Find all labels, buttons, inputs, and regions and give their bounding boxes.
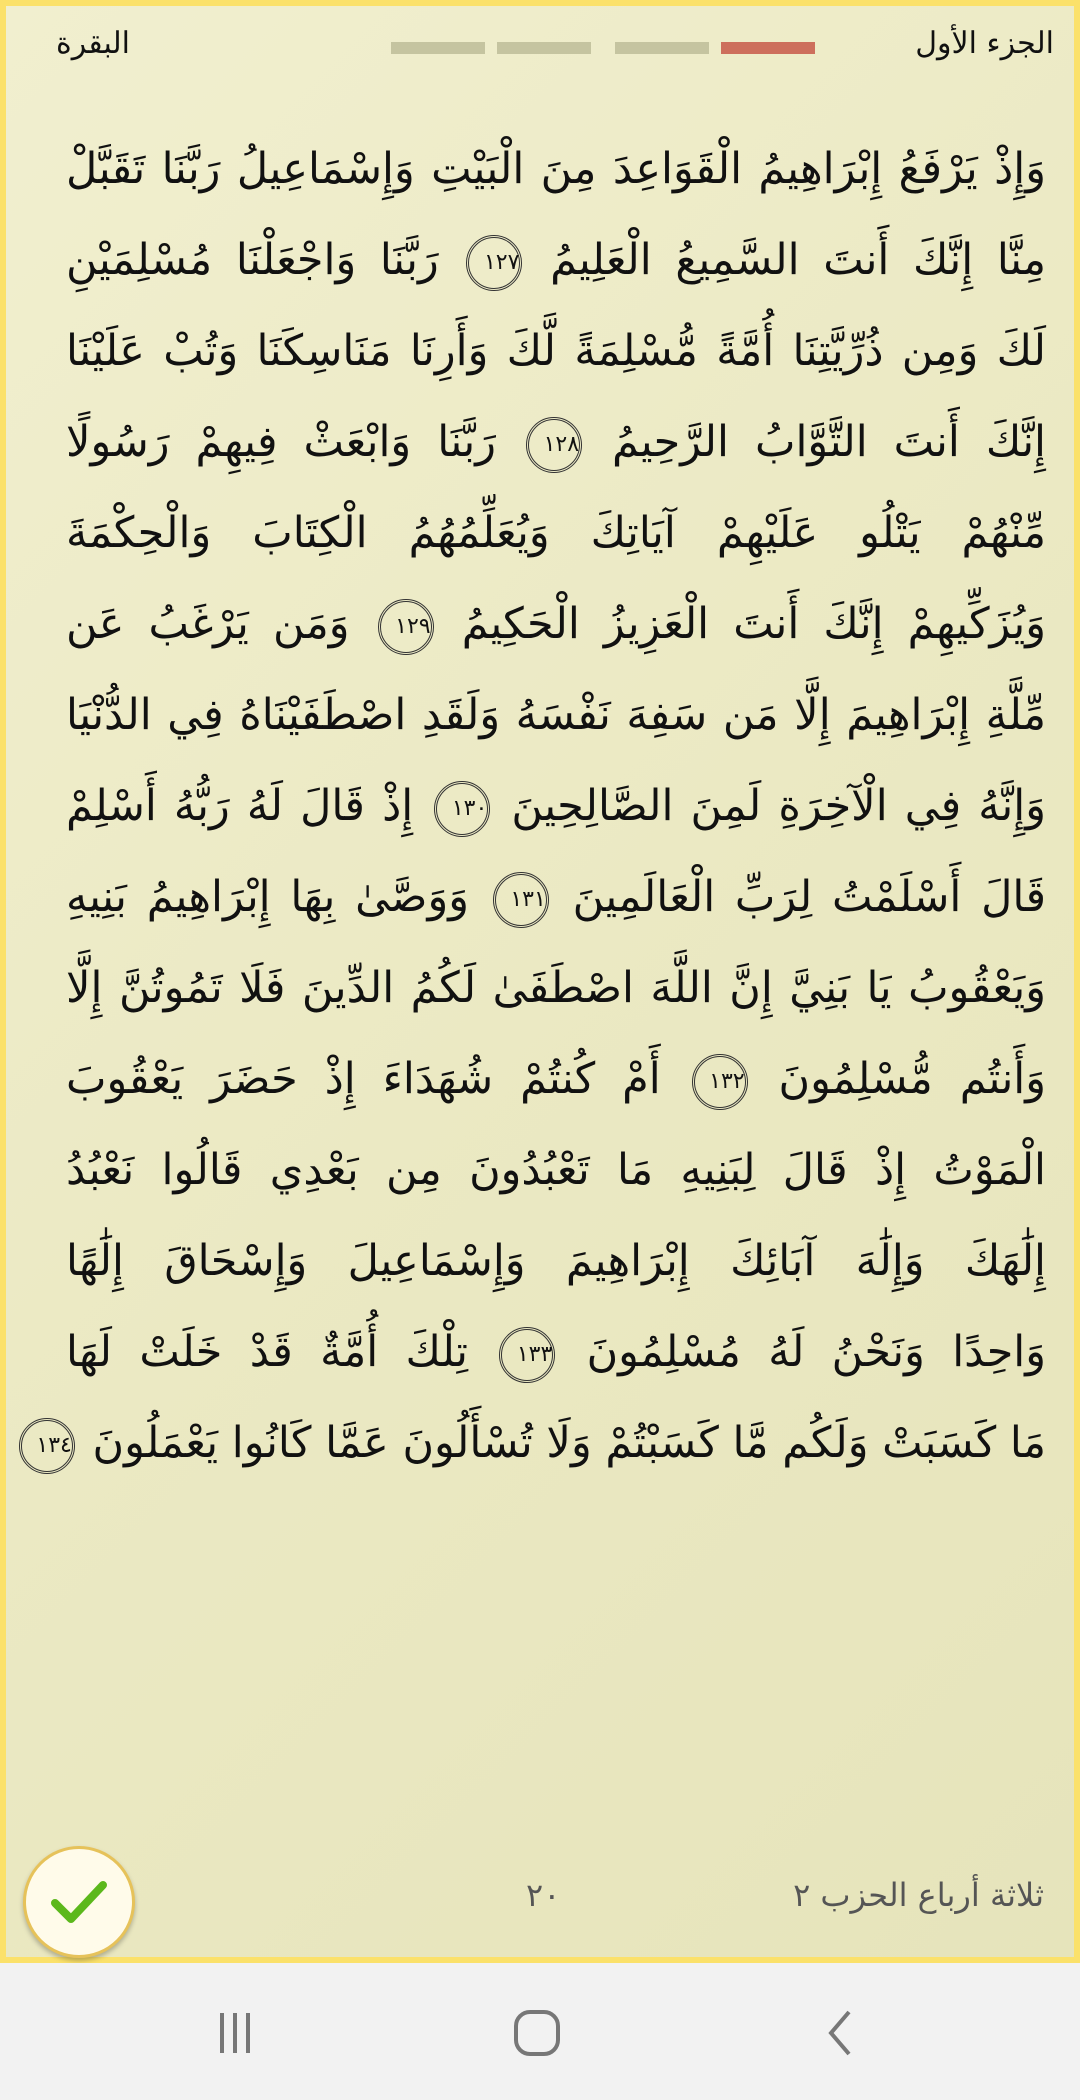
text-line <box>66 1125 1046 1216</box>
verse-number-marker: ١٣٣ <box>499 1327 555 1383</box>
text-line <box>66 579 1046 670</box>
verse-number-marker: ١٢٨ <box>526 417 582 473</box>
verse-text: وَيُزَكِّيهِمْ إِنَّكَ أَنتَ الْعَزِيزُ الْحَكِيمُ <box>461 599 1047 649</box>
verse-text: الْمَوْتُ إِذْ قَالَ لِبَنِيهِ مَا تَعْبُدُونَ مِن بَعْدِي قَالُوا نَعْبُدُ <box>66 1145 1046 1195</box>
text-line <box>66 1307 1046 1398</box>
verse-text: وَاحِدًا وَنَحْنُ لَهُ مُسْلِمُونَ <box>586 1327 1047 1377</box>
verse-text: مِّلَّةِ إِبْرَاهِيمَ إِلَّا مَن سَفِهَ نَفْسَهُ وَلَقَدِ اصْطَفَيْنَاهُ فِي الدُّنْيَا <box>66 690 1046 740</box>
page-number: ٢٠ <box>526 1876 561 1914</box>
text-line <box>66 306 1046 397</box>
verse-text: مَا كَسَبَتْ وَلَكُم مَّا كَسَبْتُمْ وَلَا تُسْأَلُونَ عَمَّا كَانُوا يَعْمَلُونَ <box>92 1418 1046 1468</box>
verse-text: إِلَٰهَكَ وَإِلَٰهَ آبَائِكَ إِبْرَاهِيمَ وَإِسْمَاعِيلَ وَإِسْحَاقَ إِلَٰهًا <box>66 1236 1046 1286</box>
verse-text: وَإِنَّهُ فِي الْآخِرَةِ لَمِنَ الصَّالِحِينَ <box>511 781 1046 831</box>
verse-text: رَبَّنَا وَاجْعَلْنَا مُسْلِمَيْنِ <box>66 235 439 285</box>
text-line <box>66 124 1046 215</box>
progress-indicator <box>391 42 815 54</box>
verse-number-marker: ١٣١ <box>493 872 549 928</box>
verse-number-marker: ١٢٧ <box>466 235 522 291</box>
text-line <box>66 852 1046 943</box>
recent-apps-button[interactable] <box>195 2003 275 2063</box>
verse-number-marker: ١٣٢ <box>692 1054 748 1110</box>
home-icon <box>512 2008 562 2058</box>
quran-text[interactable] <box>36 124 1047 1489</box>
surah-title: البقرة <box>56 26 130 61</box>
text-line <box>66 488 1046 579</box>
text-line <box>66 943 1046 1034</box>
text-line <box>66 397 1046 488</box>
text-line <box>66 1216 1046 1307</box>
text-line <box>66 215 1046 306</box>
progress-segment <box>615 42 709 54</box>
verse-number-marker: ١٢٩ <box>378 599 434 655</box>
verse-text: وَمَن يَرْغَبُ عَن <box>66 599 350 649</box>
system-nav-bar <box>0 1963 1080 2100</box>
verse-text: وَيَعْقُوبُ يَا بَنِيَّ إِنَّ اللَّهَ اصْطَفَىٰ لَكُمُ الدِّينَ فَلَا تَمُوتُنَّ إِلَّا <box>66 963 1046 1013</box>
verse-text: أَمْ كُنتُمْ شُهَدَاءَ إِذْ حَضَرَ يَعْقُوبَ <box>66 1054 661 1104</box>
verse-text: رَبَّنَا وَابْعَثْ فِيهِمْ رَسُولًا <box>66 417 496 467</box>
verse-text: إِنَّكَ أَنتَ التَّوَّابُ الرَّحِيمُ <box>612 417 1046 467</box>
verse-text: إِذْ قَالَ لَهُ رَبُّهُ أَسْلِمْ <box>66 781 414 831</box>
verse-text: لَكَ وَمِن ذُرِّيَّتِنَا أُمَّةً مُّسْلِمَةً لَّكَ وَأَرِنَا مَنَاسِكَنَا وَتُبْ عَلَيْنَا <box>66 326 1046 376</box>
progress-segment-active <box>721 42 815 54</box>
home-button[interactable] <box>497 2003 577 2063</box>
verse-text: مِنَّا إِنَّكَ أَنتَ السَّمِيعُ الْعَلِيمُ <box>550 235 1046 285</box>
back-button[interactable] <box>800 2003 880 2063</box>
verse-number-marker: ١٣٠ <box>434 781 490 837</box>
checkmark-icon <box>49 1877 109 1927</box>
verse-text: وَوَصَّىٰ بِهَا إِبْرَاهِيمُ بَنِيهِ <box>66 872 469 922</box>
back-icon <box>815 2008 865 2058</box>
verse-text: تِلْكَ أُمَّةٌ قَدْ خَلَتْ لَهَا <box>66 1327 468 1377</box>
verse-text: مِّنْهُمْ يَتْلُو عَلَيْهِمْ آيَاتِكَ وَيُعَلِّمُهُمُ الْكِتَابَ وَالْحِكْمَةَ <box>66 508 1046 558</box>
progress-segment <box>391 42 485 54</box>
verse-text: وَأَنتُم مُّسْلِمُونَ <box>778 1054 1047 1104</box>
page-header <box>6 14 1074 94</box>
hizb-label: ثلاثة أرباع الحزب ٢ <box>793 1876 1044 1914</box>
text-line <box>36 1398 1046 1489</box>
verse-text: قَالَ أَسْلَمْتُ لِرَبِّ الْعَالَمِينَ <box>572 872 1047 922</box>
text-line <box>66 761 1046 852</box>
text-line <box>66 1034 1046 1125</box>
recent-apps-icon <box>210 2008 260 2058</box>
juz-title: الجزء الأول <box>915 26 1054 61</box>
mark-read-button[interactable] <box>23 1846 135 1958</box>
progress-segment <box>497 42 591 54</box>
text-line <box>66 670 1046 761</box>
verse-text: وَإِذْ يَرْفَعُ إِبْرَاهِيمُ الْقَوَاعِدَ مِنَ الْبَيْتِ وَإِسْمَاعِيلُ رَبَّنَا تَقَبَّلْ <box>66 144 1046 194</box>
verse-number-marker: ١٣٤ <box>19 1418 75 1474</box>
